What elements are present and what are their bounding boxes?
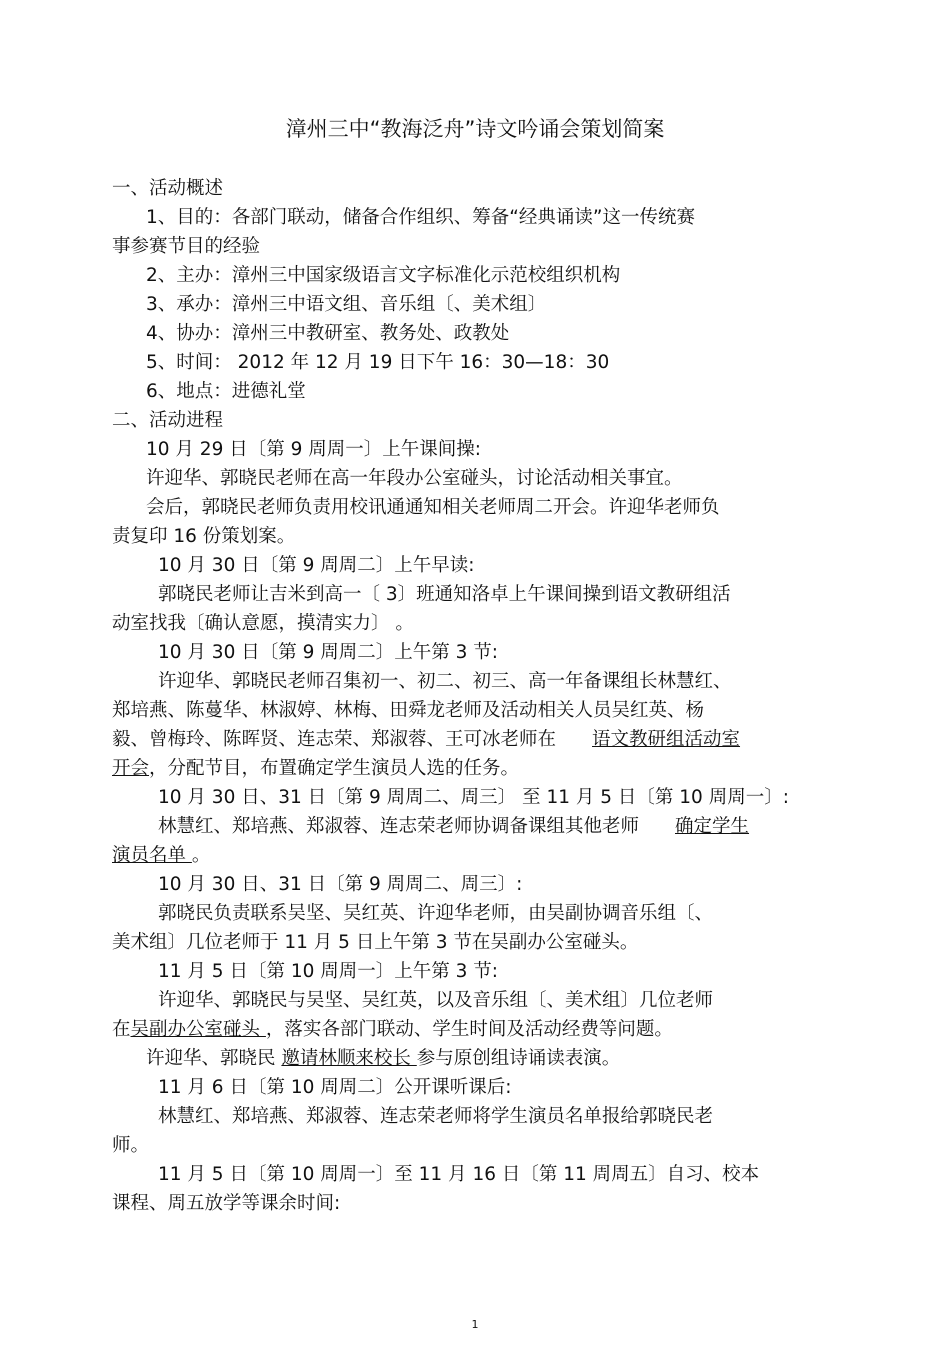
text-line bbox=[112, 667, 842, 696]
text-line bbox=[112, 638, 842, 667]
text-run: 许迎华、郭晓民老师在高一年段办公室碰头，讨论活动相关事宜。 bbox=[146, 468, 683, 489]
text-line bbox=[112, 841, 842, 870]
text-run: 10 月 30 日〔第 9 周周二〕上午第 3 节: bbox=[158, 642, 499, 663]
text-run: ，分配节目，布置确定学生演员人选的任务。 bbox=[149, 758, 520, 779]
text-run: 郭晓民负责联系吴坚、吴红英、许迎华老师，由吴副协调音乐组〔、 bbox=[158, 903, 714, 924]
text-line bbox=[112, 261, 842, 290]
text-line bbox=[112, 1044, 842, 1073]
text-line bbox=[112, 377, 842, 406]
text-line bbox=[112, 174, 842, 203]
text-line bbox=[112, 348, 842, 377]
text-line bbox=[112, 406, 842, 435]
text-run: 会后，郭晓民老师负责用校讯通通知相关老师周二开会。许迎华老师负 bbox=[146, 497, 720, 518]
text-line bbox=[112, 870, 842, 899]
text-run: 6、地点：进德礼堂 bbox=[146, 381, 306, 402]
text-run: 11 月 6 日〔第 10 周周二〕公开课听课后: bbox=[158, 1077, 512, 1098]
text-run: 。 bbox=[191, 845, 211, 866]
text-run: 事参赛节目的经验 bbox=[112, 236, 261, 257]
underlined-text: 邀请林顺来校长 bbox=[281, 1048, 417, 1069]
text-line bbox=[112, 290, 842, 319]
text-line bbox=[112, 986, 842, 1015]
text-run: 4、协办：漳州三中教研室、教务处、政教处 bbox=[146, 323, 510, 344]
text-run: 郭晓民老师让吉米到高一〔 3〕班通知洛卓上午课间操到语文教研组活 bbox=[158, 584, 731, 605]
text-run: 许迎华、郭晓民与吴坚、吴红英，以及音乐组〔、美术组〕几位老师 bbox=[158, 990, 714, 1011]
document-body bbox=[112, 174, 842, 1218]
text-run: 师。 bbox=[112, 1135, 150, 1156]
text-run: 毅、曾梅玲、陈晖贤、连志荣、郑淑蓉、王可冰老师在 bbox=[112, 729, 557, 750]
text-line bbox=[112, 928, 842, 957]
text-run: 课程、周五放学等课余时间: bbox=[112, 1193, 341, 1214]
text-run: 10 月 29 日〔第 9 周周一〕上午课间操: bbox=[146, 439, 481, 460]
text-run: 林慧红、郑培燕、郑淑蓉、连志荣老师协调备课组其他老师 bbox=[158, 816, 640, 837]
text-run: 许迎华、郭晓民老师召集初一、初二、初三、高一年备课组长林慧红、 bbox=[158, 671, 732, 692]
text-run: 10 月 30 日〔第 9 周周二〕上午早读: bbox=[158, 555, 475, 576]
text-run: 二、活动进程 bbox=[112, 410, 224, 431]
text-line bbox=[112, 435, 842, 464]
text-run: 参与原创组诗诵读表演。 bbox=[416, 1048, 621, 1069]
text-run: 11 月 5 日〔第 10 周周一〕至 11 月 16 日〔第 11 周周五〕自习、校本 bbox=[158, 1164, 760, 1185]
text-line bbox=[112, 696, 842, 725]
text-run: 许迎华、郭晓民 bbox=[146, 1048, 282, 1069]
text-line bbox=[112, 1102, 842, 1131]
text-run: 11 月 5 日〔第 10 周周一〕上午第 3 节: bbox=[158, 961, 499, 982]
text-line bbox=[112, 812, 842, 841]
text-run: 林慧红、郑培燕、郑淑蓉、连志荣老师将学生演员名单报给郭晓民老 bbox=[158, 1106, 714, 1127]
text-line bbox=[112, 580, 842, 609]
text-line bbox=[112, 493, 842, 522]
text-run: 3、承办：漳州三中语文组、音乐组〔、美术组〕 bbox=[146, 294, 547, 315]
text-line bbox=[112, 232, 842, 261]
text-run: 郑培燕、陈蔓华、林淑婷、林梅、田舜龙老师及活动相关人员吴红英、杨 bbox=[112, 700, 705, 721]
text-run: 2、主办：漳州三中国家级语言文字标准化示范校组织机构 bbox=[146, 265, 621, 286]
text-line bbox=[112, 1160, 842, 1189]
text-line bbox=[112, 203, 842, 232]
text-line bbox=[112, 1015, 842, 1044]
underlined-text: 吴副办公室碰头 bbox=[130, 1019, 266, 1040]
text-run: 责复印 16 份策划案。 bbox=[112, 526, 296, 547]
underlined-text: 确定学生 bbox=[675, 816, 750, 837]
text-run: 一、活动概述 bbox=[112, 178, 224, 199]
text-line bbox=[112, 1073, 842, 1102]
text-run: 在 bbox=[112, 1019, 131, 1040]
text-line bbox=[112, 551, 842, 580]
text-line bbox=[112, 319, 842, 348]
text-run: 10 月 30 日、31 日〔第 9 周周二、周三〕: bbox=[158, 874, 523, 895]
text-line bbox=[112, 609, 842, 638]
text-line bbox=[112, 957, 842, 986]
underlined-text: 语文教研组活动室 bbox=[592, 729, 741, 750]
underlined-text: 开会 bbox=[112, 758, 150, 779]
text-line bbox=[112, 725, 842, 754]
text-line bbox=[112, 783, 842, 812]
text-line bbox=[112, 754, 842, 783]
text-run: 1、目的：各部门联动，储备合作组织、筹备“经典诵读”这一传统赛 bbox=[146, 207, 695, 228]
text-line bbox=[112, 522, 842, 551]
document-title: 漳州三中“教海泛舟”诗文吟诵会策划简案 bbox=[285, 117, 665, 141]
text-line bbox=[112, 1131, 842, 1160]
text-line bbox=[112, 1189, 842, 1218]
text-line bbox=[112, 464, 842, 493]
text-run: 10 月 30 日、31 日〔第 9 周周二、周三〕 至 11 月 5 日〔第 10 周周一〕: bbox=[158, 787, 789, 808]
page-number: 1 bbox=[471, 1318, 479, 1331]
text-run: 5、时间： 2012 年 12 月 19 日下午 16：30—18：30 bbox=[146, 352, 610, 373]
underlined-text: 演员名单 bbox=[112, 845, 192, 866]
text-line bbox=[112, 899, 842, 928]
text-run: 动室找我〔确认意愿，摸清实力〕 。 bbox=[112, 613, 414, 634]
text-run: ，落实各部门联动、学生时间及活动经费等问题。 bbox=[265, 1019, 673, 1040]
text-run: 美术组〕几位老师于 11 月 5 日上午第 3 节在吴副办公室碰头。 bbox=[112, 932, 639, 953]
